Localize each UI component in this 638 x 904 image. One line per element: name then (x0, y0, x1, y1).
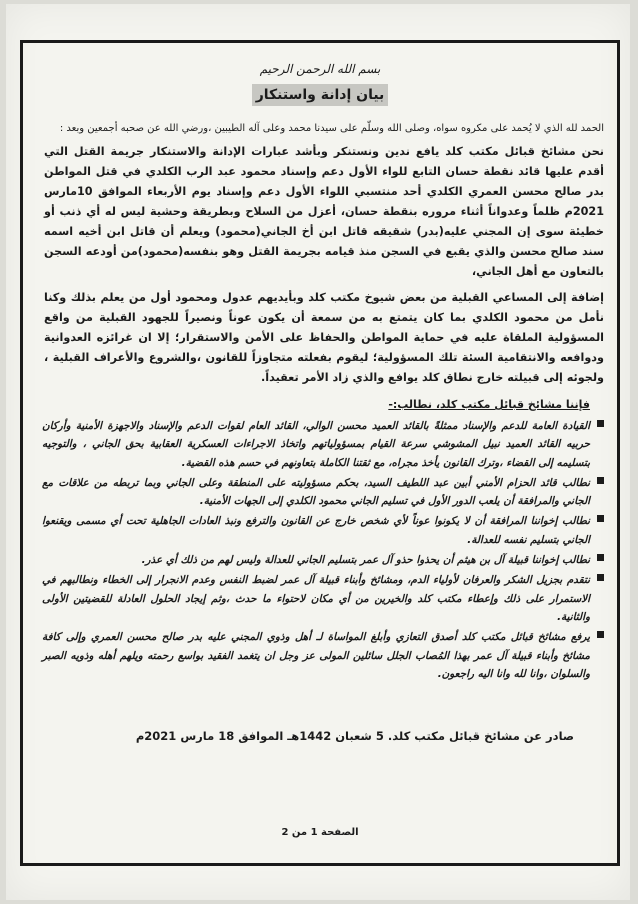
demand-text: نطالب إخواننا قبيلة آل بن هيثم أن يحذوا حذو آل عمر بتسليم الجاني للعدالة وليس لهم من ذلك أي عذر. (141, 554, 590, 567)
demand-text: القيادة العامة للدعم والإسناد ممثلةً بالقائد العميد محسن الوالي، القائد العام لقوات الدعم والإسناد والاجهزة الأمنية وأركان حربيه القائد العميد نبيل المشوشي سرعة القيام بمسؤولياتهم واتخاذ الاجراءات العسكرية العقابية بحق الجاني ، والتوجيه بتسليمه إلى القضاء ،وترك القانون يأخذ مجراه، مع ثقتنا الكاملة بتعاونهم في حسم هذه القضية. (42, 420, 590, 469)
list-item (42, 628, 604, 683)
demand-text: نطالب إخواننا المرافقة أن لا يكونوا عوناً لأي شخص خارج عن القانون والترفع ونبذ العادات الجاهلية تحت أي مسمى ويقنعوا الجاني بتسليم نفسه للعدالة. (42, 515, 590, 546)
paragraph-incident: نحن مشائخ قبائل مكتب كلد يافع ندين ونستنكر وبأشد عبارات الإدانة والاستنكار جريمة القتل التي أقدم عليها قائد نقطة حسان التابع للواء الأول دعم وإسناد محمود عبد الرب الكلدي في قتل المواطن بدر صالح محسن العمري الكلدي أحد منتسبي اللواء الأول دعم وإسناد يوم الأربعاء الموافق 10مارس 2021م ظلماً وعدواناً أثناء مروره بنقطة حسان، أعزل من السلاح وبطريقة وحشية ليس له أي ذنب أو خطيئة سوى إن المجني عليه(بدر) شقيقه قاتل ابن أخ الجاني(محمود) ويعلم أن قاتل ابن أخيه اسمه سند صالح محسن والذي يقبع في السجن منذ قيامه بجريمة القتل وهو بنفسه(محمود)من أودعه السجن بالتعاون مع أهل الجاني، (44, 145, 604, 278)
demands-list (26, 417, 614, 683)
demand-text: نتقدم بجزيل الشكر والعرفان لأولياء الدم، ومشائخ وأبناء قبيلة آل عمر لضبط النفس وعدم الانجرار إلى الخطاء ونطالبهم في الاستمرار على ذلك وإعطاء مكتب كلد والخيرين من أي مكان لاحتواء ما حدث ،وثم إيجاد الحلول العادلة للقضيتين الأولى والثانية. (42, 574, 590, 623)
demand-text: نطالب قائد الحزام الأمني أبين عبد اللطيف السيد، بحكم مسؤوليته على المنطقة وعلى الجاني وبما تربطه من علاقات مع الجاني والمرافقة أن يلعب الدور الأول في تسليم الجاني محمود الكلدي إلى الجهات الأمنية. (42, 476, 590, 508)
list-item (42, 571, 604, 626)
demands-heading: فإننا مشائخ قبائل مكتب كلد، نطالب:- (388, 398, 590, 411)
bullet-icon (597, 420, 604, 427)
list-item (42, 417, 604, 472)
list-item (42, 512, 604, 549)
basmala: بسم الله الرحمن الرحيم (259, 62, 381, 76)
issued-statement: صادر عن مشائخ قبائل مكتب كلد. 5 شعبان 1442هـ الموافق 18 مارس 2021م (135, 729, 574, 744)
bullet-icon (597, 554, 604, 561)
bullet-icon (597, 631, 604, 638)
page-number: الصفحة 1 من 2 (281, 827, 359, 838)
list-item (42, 474, 604, 511)
list-item (42, 551, 604, 569)
document-page (26, 48, 614, 860)
bullet-icon (597, 477, 604, 484)
document-title: بيان إدانة واستنكار (252, 84, 388, 106)
bullet-icon (597, 574, 604, 581)
bullet-icon (597, 515, 604, 522)
opening-praise: الحمد لله الذي لا يُحمد على مكروه سواه، وصلى الله وسلّم على سيدنا محمد وعلى آله الطيبين ،ورضي الله عن صحبه أجمعين وبعد : (59, 123, 604, 134)
paragraph-mediation: إضافة إلى المساعي القبلية من بعض شيوخ مكتب كلد وبأيديهم عدول ومحمود أول من يعلم بذلك وكنا نأمل من محمود الكلدي بما كان يتمتع به من سمعة أن يكون عوناً ونصيراً للجهود القبلية من واقع المسؤولية الملقاة عليه في حماية المواطن والحفاظ على الأمن والاستقرار؛ إلا ان غرائزه العدوانية ودوافعه والانتقامية السئة تلك المسؤولية؛ ليقوم بفعلته متجاوزاً للقانون ،والشروع والأعراف القبلية ، ولجوئه إلى قبيلته خارج نطاق كلد يوافع والذي زاد الأمر تعقيداً. (44, 291, 604, 384)
demand-text: يرفع مشائخ قبائل مكتب كلد أصدق التعازي وأبلغ المواساة لـ أهل وذوي المجني عليه بدر صالح محسن العمري وإلى كافة مشائخ وأبناء قبيلة آل عمر بهذا المُصاب الجلل سائلين المولى عز وجل ان يتغمد الفقيد بواسع رحمته ويلهم أهله وذويه الصبر والسلوان ،وانا لله وانا اليه راجعون. (42, 631, 590, 680)
